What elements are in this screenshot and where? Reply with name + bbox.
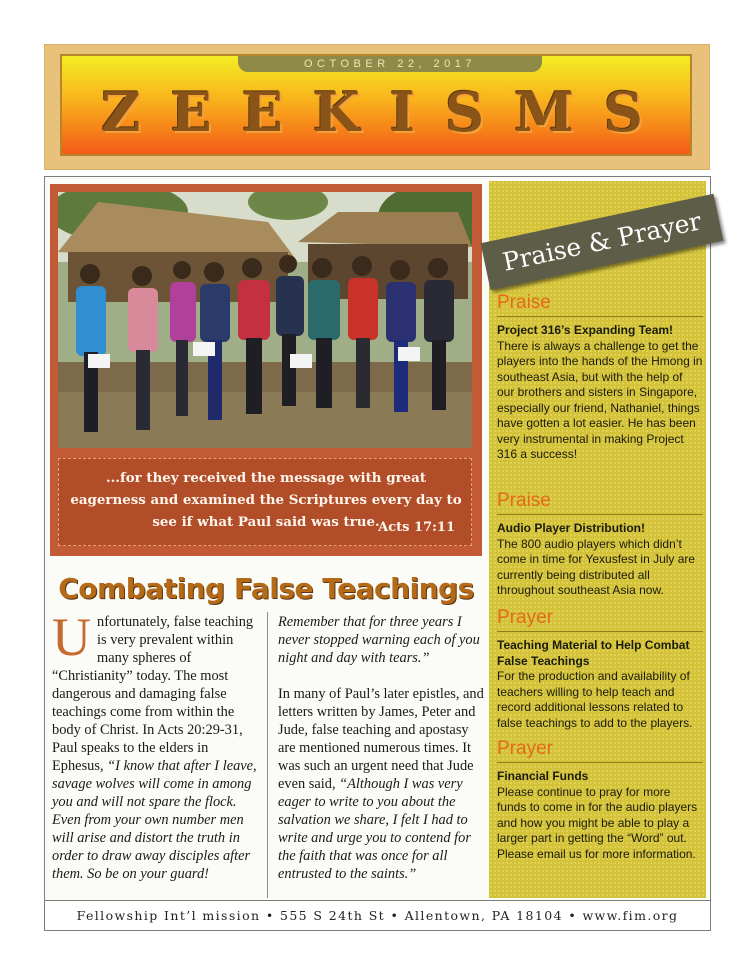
article-quote: “Although I was very eager to write to you about the salvation we share, I felt I had to write and urge you to contend for the faith that was once for all entrusted to the saints.” bbox=[278, 776, 471, 882]
column-divider bbox=[267, 612, 268, 898]
drop-cap: U bbox=[52, 607, 91, 667]
article-column-2 bbox=[278, 613, 486, 883]
footer-address: Fellowship Int’l mission • 555 S 24th St • Allentown, PA 18104 • www.fim.org bbox=[76, 908, 679, 923]
section-body: Please continue to pray for more funds to come in for the audio players and how you might be able to play a larger part in getting the “Word” out. Please email us for more information. bbox=[497, 784, 698, 861]
scripture-caption bbox=[58, 458, 472, 546]
group-photo bbox=[58, 192, 472, 448]
article-column-1 bbox=[52, 607, 262, 883]
sidebar-section-praise-2 bbox=[497, 490, 703, 599]
scripture-reference: Acts 17:11 bbox=[378, 520, 455, 535]
section-heading: Prayer bbox=[497, 607, 703, 632]
masthead-banner bbox=[60, 54, 692, 156]
section-body: For the production and availability of teachers willing to help teach and record additional lessons related to false teachings to add to the players. bbox=[497, 669, 693, 730]
scripture-quote: ...for they received the message with great eagerness and examined the Scriptures every day to see if what Paul said was true. bbox=[70, 470, 462, 530]
article-text: In many of Paul’s later epistles, and letters written by James, Peter and Jude, false teaching and apostasy are mentioned numerous times. It was such an urgent need that Jude even said, bbox=[278, 686, 484, 792]
article-text: nfortunately, false teaching is very prevalent within many spheres of “Christianity” today. The most dangerous and damaging false teachings come from within the body of Christ. In Acts 20:29-31, Paul speaks to the elders in Ephesus, bbox=[52, 614, 254, 774]
sidebar-section-praise-1 bbox=[497, 292, 703, 463]
footer bbox=[44, 901, 711, 931]
newsletter-title: ZEEKISMS bbox=[101, 80, 673, 144]
article-title: Combating False Teachings bbox=[58, 572, 474, 605]
sidebar-section-prayer-1 bbox=[497, 607, 703, 731]
photo-block bbox=[50, 184, 482, 556]
issue-date: OCTOBER 22, 2017 bbox=[238, 56, 542, 72]
sidebar-section-prayer-2 bbox=[497, 738, 703, 862]
section-body: There is always a challenge to get the players into the hands of the Hmong in southeast Asia, but with the help of our brothers and sisters in Singapore, especially our friend, Nathaniel, things have gotten a lot easier. He has been very instrumental in making Project 316 a success! bbox=[497, 338, 703, 461]
banner-title: Praise & Prayer bbox=[500, 206, 704, 277]
section-subheading: Audio Player Distribution! bbox=[497, 521, 646, 535]
article-quote: “I know that after I leave, savage wolves will come in among you and will not spare the flock. Even from your own number men will arise and distort the truth in order to draw away disciples after them. So be on your guard! bbox=[52, 758, 257, 882]
section-heading: Praise bbox=[497, 292, 703, 317]
section-heading: Praise bbox=[497, 490, 703, 515]
section-subheading: Financial Funds bbox=[497, 769, 589, 783]
section-heading: Prayer bbox=[497, 738, 703, 763]
article-quote: Remember that for three years I never stopped warning each of you night and day with tears.” bbox=[278, 614, 480, 666]
masthead bbox=[44, 44, 710, 170]
section-body: The 800 audio players which didn’t come in time for Yexusfest in July are currently being distributed all throughout southeast Asia now. bbox=[497, 536, 696, 597]
section-subheading: Project 316’s Expanding Team! bbox=[497, 323, 674, 337]
section-subheading: Teaching Material to Help Combat False Teachings bbox=[497, 638, 690, 668]
group-photo-illustration bbox=[58, 192, 472, 448]
